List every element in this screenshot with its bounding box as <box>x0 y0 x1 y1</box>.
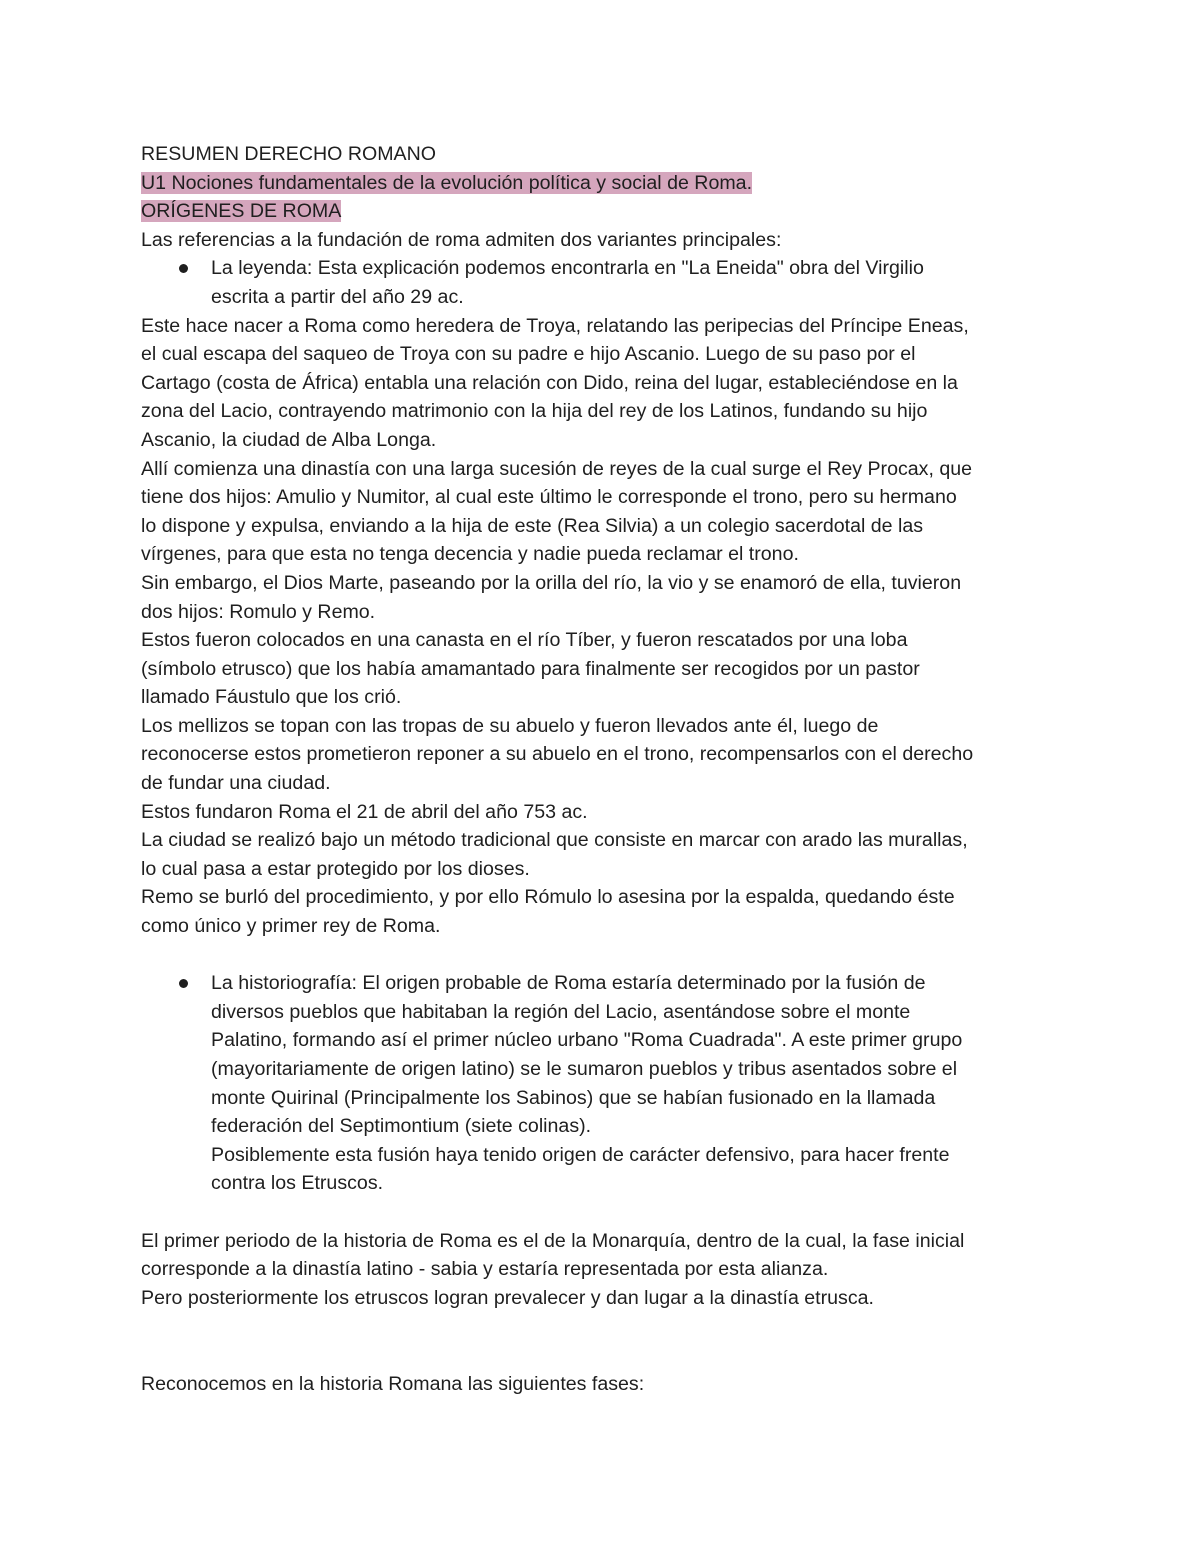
section-heading: ORÍGENES DE ROMA <box>141 200 342 223</box>
bullet-dot-icon <box>179 979 188 988</box>
paragraph-line: reconocerse estos prometieron reponer a su abuelo en el trono, recompensarlos con el derecho <box>141 743 974 766</box>
phases-intro: Reconocemos en la historia Romana las siguientes fases: <box>141 1372 645 1395</box>
paragraph-line: (símbolo etrusco) que los había amamantado para finalmente ser recogidos por un pastor <box>141 657 920 680</box>
paragraph-line: Los mellizos se topan con las tropas de su abuelo y fueron llevados ante él, luego de <box>141 714 879 737</box>
paragraph-line: El primer periodo de la historia de Roma es el de la Monarquía, dentro de la cual, la fase inicial <box>141 1229 965 1252</box>
paragraph-line: Pero posteriormente los etruscos logran prevalecer y dan lugar a la dinastía etrusca. <box>141 1286 874 1309</box>
paragraph-line: Allí comienza una dinastía con una larga sucesión de reyes de la cual surge el Rey Procax, que <box>141 457 973 480</box>
paragraph-line: dos hijos: Romulo y Remo. <box>141 600 376 623</box>
paragraph-line: Sin embargo, el Dios Marte, paseando por la orilla del río, la vio y se enamoró de ella, tuvieron <box>141 571 962 594</box>
paragraph-line: como único y primer rey de Roma. <box>141 915 441 938</box>
spacer <box>141 1198 1061 1227</box>
paragraph-line: Estos fundaron Roma el 21 de abril del año 753 ac. <box>141 800 588 823</box>
legend-paragraph <box>141 312 1061 941</box>
paragraph-line: Cartago (costa de África) entabla una relación con Dido, reina del lugar, estableciéndose en la <box>141 371 958 394</box>
document-title: RESUMEN DERECHO ROMANO <box>141 143 437 165</box>
paragraph-line: llamado Fáustulo que los crió. <box>141 686 402 709</box>
unit-heading: U1 Nociones fundamentales de la evolución política y social de Roma. <box>141 171 753 194</box>
monarchy-paragraph <box>141 1227 1061 1313</box>
paragraph-line: Este hace nacer a Roma como heredera de Troya, relatando las peripecias del Príncipe Eneas, <box>141 314 969 337</box>
intro-text: Las referencias a la fundación de roma admiten dos variantes principales: <box>141 228 782 251</box>
bullet-historiography-line: (mayoritariamente de origen latino) se le sumaron pueblos y tribus asentados sobre el <box>211 1058 958 1080</box>
bullet-historiography-line: La historiografía: El origen probable de Roma estaría determinado por la fusión de <box>211 972 926 995</box>
paragraph-line: vírgenes, para que esta no tenga decencia y nadie pueda reclamar el trono. <box>141 543 799 566</box>
bullet-historiography-line: contra los Etruscos. <box>211 1172 384 1195</box>
bullet-historiography <box>141 969 1061 1198</box>
paragraph-line: lo cual pasa a estar protegido por los dioses. <box>141 857 530 880</box>
spacer <box>141 1312 1061 1369</box>
paragraph-line: de fundar una ciudad. <box>141 772 331 795</box>
bullet-legend-line: escrita a partir del año 29 ac. <box>211 285 464 308</box>
bullet-legend <box>141 254 1061 311</box>
bullet-historiography-line: Posiblemente esta fusión haya tenido origen de carácter defensivo, para hacer frente <box>211 1143 950 1166</box>
paragraph-line: La ciudad se realizó bajo un método tradicional que consiste en marcar con arado las murallas, <box>141 829 968 852</box>
bullet-legend-line: La leyenda: Esta explicación podemos encontrarla en "La Eneida" obra del Virgilio <box>211 257 924 280</box>
bullet-dot-icon <box>179 264 188 273</box>
bullet-historiography-line: Palatino, formando así el primer núcleo urbano "Roma Cuadrada". A este primer grupo <box>211 1029 963 1052</box>
paragraph-line: zona del Lacio, contrayendo matrimonio con la hija del rey de los Latinos, fundando su hijo <box>141 400 928 423</box>
paragraph-line: lo dispone y expulsa, enviando a la hija de este (Rea Silvia) a un colegio sacerdotal de las <box>141 514 924 537</box>
bullet-historiography-line: federación del Septimontium (siete colinas). <box>211 1115 592 1138</box>
bullet-historiography-line: diversos pueblos que habitaban la región del Lacio, asentándose sobre el monte <box>211 1000 911 1023</box>
paragraph-line: Remo se burló del procedimiento, y por ello Rómulo lo asesina por la espalda, quedando éste <box>141 886 955 909</box>
paragraph-line: el cual escapa del saqueo de Troya con su padre e hijo Ascanio. Luego de su paso por el <box>141 343 916 366</box>
bullet-historiography-line: monte Quirinal (Principalmente los Sabinos) que se habían fusionado en la llamada <box>211 1086 936 1109</box>
paragraph-line: corresponde a la dinastía latino - sabia y estaría representada por esta alianza. <box>141 1258 829 1281</box>
paragraph-line: Estos fueron colocados en una canasta en el río Tíber, y fueron rescatados por una loba <box>141 629 908 652</box>
document-page <box>141 140 1061 1398</box>
paragraph-line: tiene dos hijos: Amulio y Numitor, al cual este último le corresponde el trono, pero su hermano <box>141 486 957 509</box>
section-heading-line <box>141 197 1061 226</box>
spacer <box>141 941 1061 970</box>
paragraph-line: Ascanio, la ciudad de Alba Longa. <box>141 428 437 451</box>
unit-heading-line <box>141 169 1061 198</box>
